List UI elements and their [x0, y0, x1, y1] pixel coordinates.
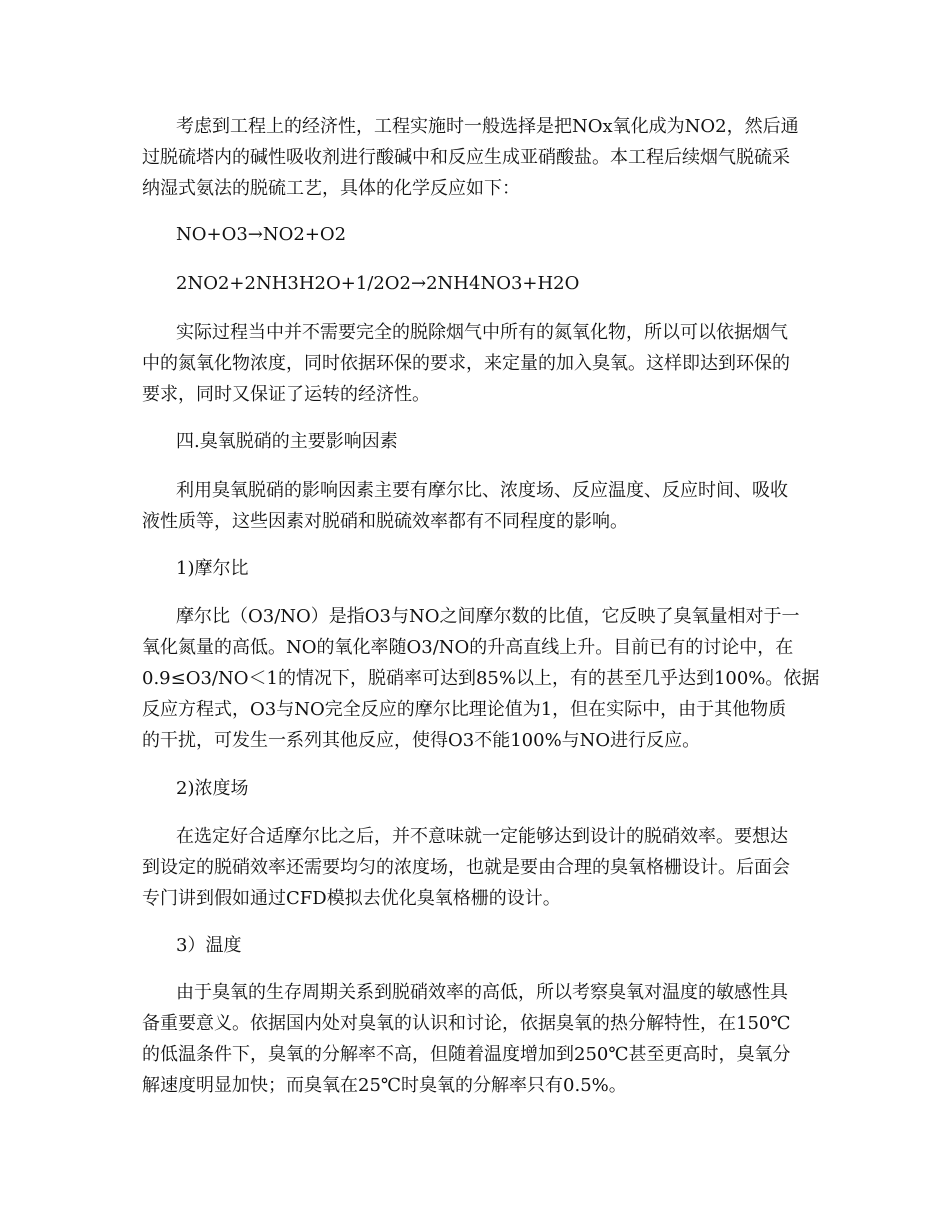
text-line: 0.9≤O3/NO＜1的情况下，脱硝率可达到85%以上，有的甚至几乎达到100%。依据 — [142, 668, 820, 689]
text-line: 氧化氮量的高低。NO的氧化率随O3/NO的升高直线上升。目前已有的讨论中，在 — [142, 637, 794, 658]
text-line: 纳湿式氨法的脱硫工艺，具体的化学反应如下： — [142, 178, 520, 199]
text-line: 由于臭氧的生存周期关系到脱硝效率的高低，所以考察臭氧对温度的敏感性具 — [176, 982, 788, 1003]
text-line: 液性质等，这些因素对脱硝和脱硫效率都有不同程度的影响。 — [142, 511, 628, 532]
text-line: 中的氮氧化物浓度，同时依据环保的要求，来定量的加入臭氧。这样即达到环保的 — [142, 353, 790, 374]
section-heading: 四.臭氧脱硝的主要影响因素 — [176, 431, 398, 452]
equation-2 — [142, 268, 812, 299]
equation-text: NO+O3→NO2+O2 — [176, 224, 347, 245]
text-line: 要求，同时又保证了运转的经济性。 — [142, 384, 430, 405]
text-line: 的干扰，可发生一系列其他反应，使得O3不能100%与NO进行反应。 — [142, 730, 701, 751]
subheading-concentration — [142, 773, 812, 804]
equation-text: 2NO2+2NH3H2O+1/2O2→2NH4NO3+H2O — [176, 273, 580, 294]
subheading-temperature — [142, 930, 812, 961]
text-line: 在选定好合适摩尔比之后，并不意味就一定能够达到设计的脱硝效率。要想达 — [176, 826, 788, 847]
text-line: 专门讲到假如通过CFD模拟去优化臭氧格栅的设计。 — [142, 888, 561, 909]
paragraph-molar-ratio — [142, 601, 820, 756]
text-line: 到设定的脱硝效率还需要均匀的浓度场，也就是要由合理的臭氧格栅设计。后面会 — [142, 857, 790, 878]
text-line: 备重要意义。依据国内处对臭氧的认识和讨论，依据臭氧的热分解特性，在150℃ — [142, 1013, 791, 1034]
text-line: 摩尔比（O3/NO）是指O3与NO之间摩尔数的比值，它反映了臭氧量相对于一 — [176, 606, 800, 627]
text-line: 考虑到工程上的经济性，工程实施时一般选择是把NOx氧化成为NO2，然后通 — [176, 116, 799, 137]
section-heading-factors — [142, 426, 812, 457]
equation-1 — [142, 219, 812, 250]
paragraph-concentration — [142, 821, 812, 914]
subheading-molar-ratio — [142, 553, 812, 584]
subheading: 1)摩尔比 — [176, 558, 249, 579]
text-line: 过脱硫塔内的碱性吸收剂进行酸碱中和反应生成亚硝酸盐。本工程后续烟气脱硫采 — [142, 147, 790, 168]
text-line: 解速度明显加快；而臭氧在25℃时臭氧的分解率只有0.5%。 — [142, 1075, 627, 1096]
subheading: 3）温度 — [176, 935, 242, 956]
paragraph-factors — [142, 475, 812, 537]
text-line: 反应方程式，O3与NO完全反应的摩尔比理论值为1，但在实际中，由于其他物质 — [142, 699, 787, 720]
text-line: 的低温条件下，臭氧的分解率不高，但随着温度增加到250℃甚至更高时，臭氧分 — [142, 1044, 791, 1065]
paragraph-economics — [142, 111, 812, 204]
text-line: 实际过程当中并不需要完全的脱除烟气中所有的氮氧化物，所以可以依据烟气 — [176, 322, 788, 343]
paragraph-practical — [142, 317, 812, 410]
paragraph-temperature — [142, 977, 812, 1101]
text-line: 利用臭氧脱硝的影响因素主要有摩尔比、浓度场、反应温度、反应时间、吸收 — [176, 480, 788, 501]
subheading: 2)浓度场 — [176, 778, 249, 799]
